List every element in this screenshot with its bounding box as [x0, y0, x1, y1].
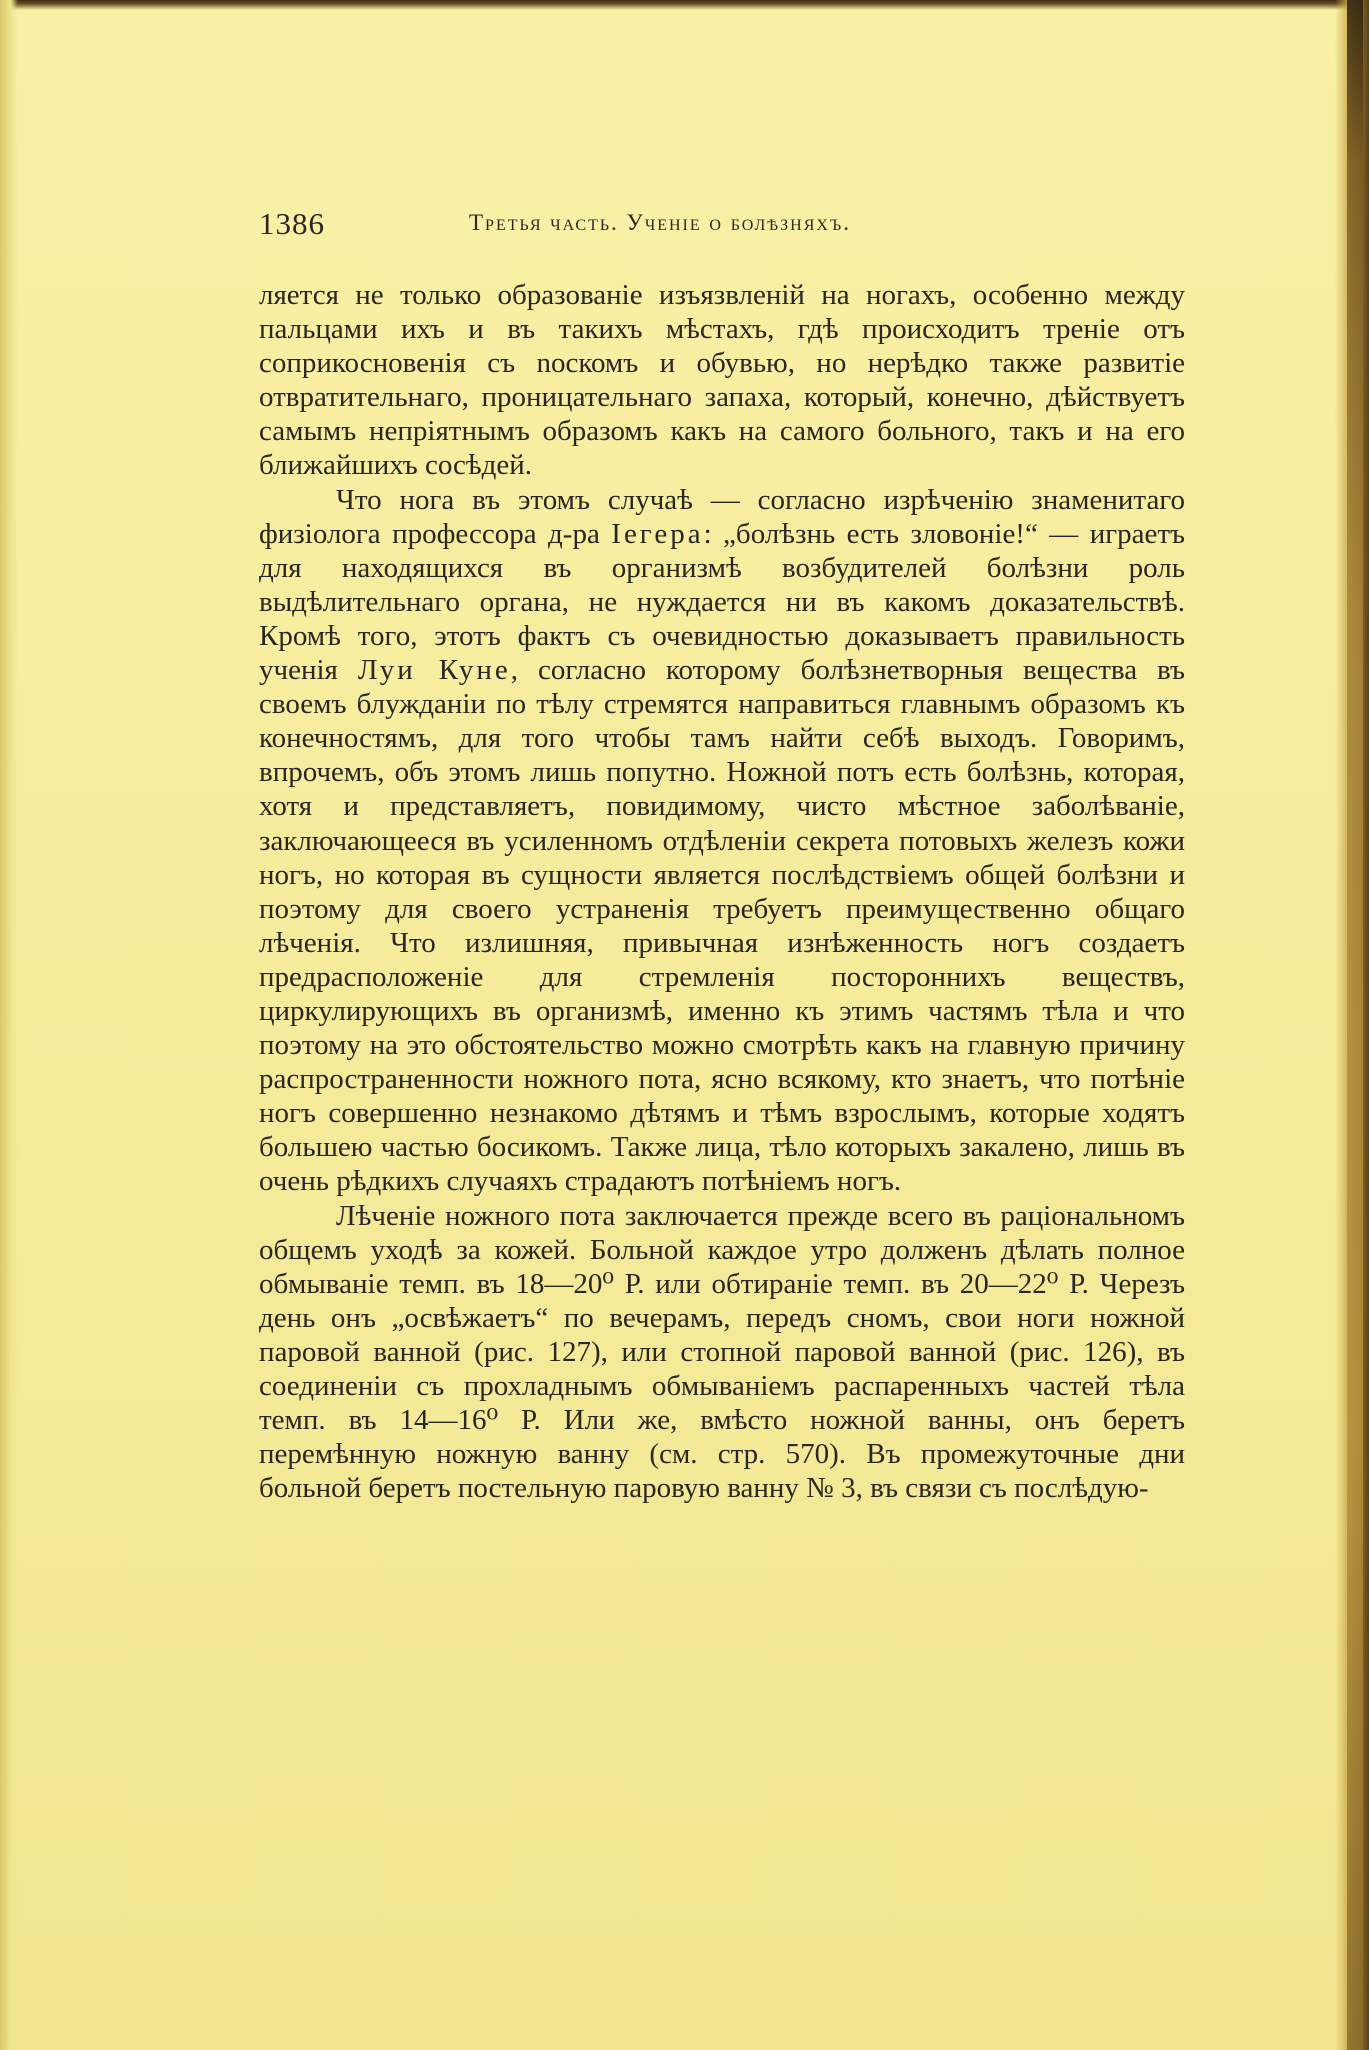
paragraph-2-part-2: : „болѣзнь есть зловоніе!“ — играетъ для находящихся въ организмѣ возбудителей болѣзни роль выдѣлительнаго органа, не нуждается ни въ какомъ доказательствѣ. Кромѣ того, этотъ фактъ съ очевидностью доказываетъ правильность ученія	[259, 517, 1186, 687]
book-spine	[1347, 0, 1363, 2050]
page-number: 1386	[259, 206, 325, 241]
body-text	[259, 278, 1185, 1505]
paragraph-3: Лѣченіе ножного пота заключается прежде всего въ раціональномъ общемъ уходѣ за кожей. Больной каждое утро долженъ дѣлать полное обмываніе темп. въ 18—20⁰ Р. или обтираніе темп. въ 20—22⁰ Р. Черезъ день онъ „освѣжаетъ“ по вечерамъ, передъ сномъ, свои ноги ножной паровой ванной (рис. 127), или стопной паровой ванной (рис. 126), въ соединеніи съ прохладнымъ обмываніемъ распаренныхъ частей тѣла темп. въ 14—16⁰ Р. Или же, вмѣсто ножной ванны, онъ беретъ перемѣнную ножную ванну (см. стр. 570). Въ промежуточные дни больной беретъ постельную паровую ванну № 3, въ связи съ послѣдую-	[259, 1199, 1185, 1505]
paragraph-1: ляется не только образованіе изъязвленій на ногахъ, особенно между пальцами ихъ и въ такихъ мѣстахъ, гдѣ происходитъ треніе отъ соприкосновенія съ noскомъ и обувью, но нерѣдко также развитіе отвратительнаго, проницательнаго запаха, который, конечно, дѣйствуетъ самымъ непріятнымъ образомъ какъ на самого больного, такъ и на его ближайшихъ сосѣдей.	[259, 279, 1185, 482]
name-louis-kuhne: Луи Куне	[357, 654, 511, 687]
name-jaeger: Iегера	[611, 517, 704, 550]
paragraph-2-part-1: Что нога въ этомъ случаѣ — согласно изрѣченію знаменитаго физіолога профессора д-ра	[259, 483, 1185, 550]
running-title: Третья часть. Ученіе о болѣзняхъ.	[469, 210, 851, 235]
page-top-edge	[0, 0, 1369, 10]
page-left-edge	[0, 0, 18, 2050]
running-header	[259, 200, 1179, 244]
paragraph-2-part-3: , согласно которому болѣзнетворныя вещества въ своемъ блужданіи по тѣлу стремятся направиться главнымъ образомъ къ конечностямъ, для того чтобы тамъ найти себѣ выходъ. Говоримъ, впрочемъ, объ этомъ лишь попутно. Ножной потъ есть болѣзнь, которая, хотя и представляетъ, повидимому, чисто мѣстное заболѣваніе, заключающееся въ усиленномъ отдѣленіи секрета потовыхъ железъ кожи ногъ, но которая въ сущности является послѣдствіемъ общей болѣзни и поэтому для своего устраненія требуетъ преимущественно общаго лѣченія. Что излишняя, привычная изнѣженность ногъ создаетъ предрасположеніе для стремленія постороннихъ веществъ, циркулирующихъ въ организмѣ, именно къ этимъ частямъ тѣла и что поэтому на это обстоятельство можно смотрѣть какъ на главную причину распространенности ножного пота, ясно всякому, кто знаетъ, что потѣніе ногъ совершенно незнакомо дѣтямъ и тѣмъ взрослымъ, которые ходятъ большею частью босикомъ. Также лица, тѣло которыхъ закалено, лишь въ очень рѣдкихъ случаяхъ страдаютъ потѣніемъ ногъ.	[259, 654, 1185, 1198]
paragraph-2	[259, 483, 1185, 1199]
